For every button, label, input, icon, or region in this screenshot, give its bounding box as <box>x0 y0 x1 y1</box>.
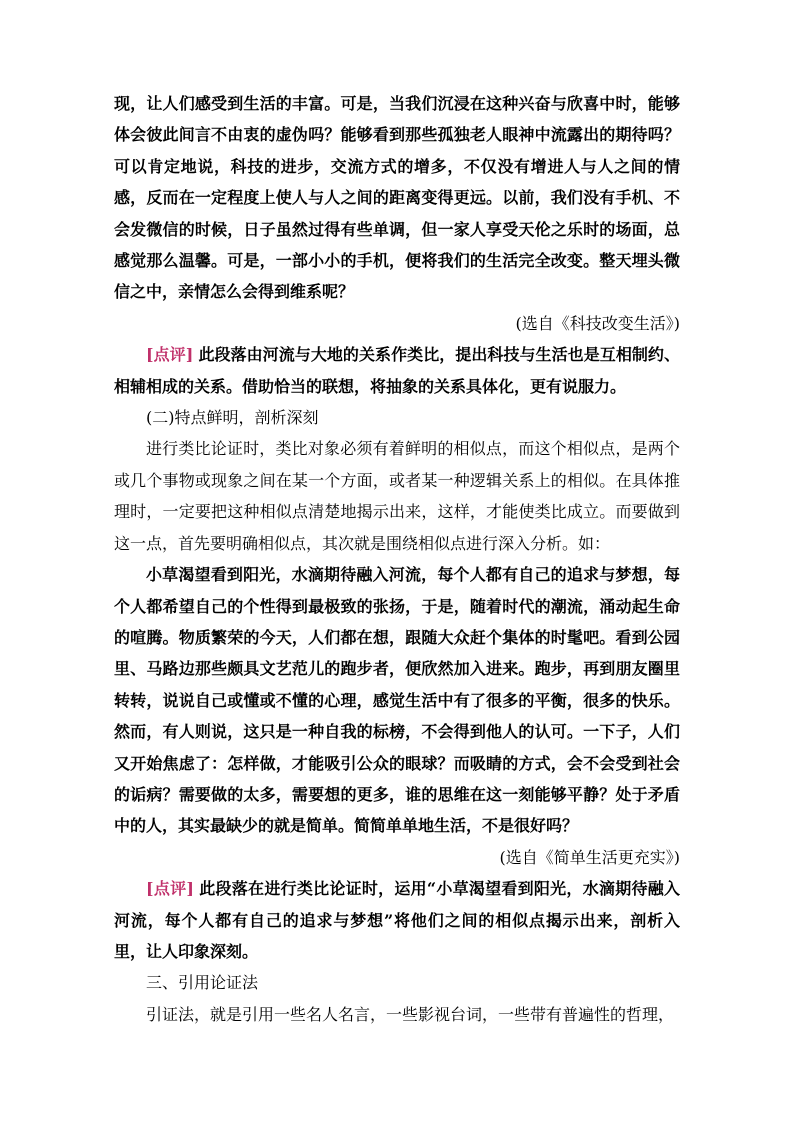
source-simple-life: (选自《简单生活更充实》) <box>499 847 680 867</box>
comment-1-text: 此段落由河流与大地的关系作类比，提出科技与生活也是互相制约、相辅相成的关系。借助恰当的联想，将抽象的关系具体化，更有说服力。 <box>114 345 680 396</box>
source-tech-life: (选自《科技改变生活》) <box>515 313 680 333</box>
paragraph-quotation-method: 引证法，就是引用一些名人名言，一些影视台词，一些带有普遍性的哲理， <box>146 1004 675 1024</box>
comment-2-text: 此段落在进行类比论证时，运用“小草渴望看到阳光，水滴期待融入河流，每个人都有自己的追求与梦想”将他们之间的相似点揭示出来，剖析入里，让人印象深刻。 <box>114 879 680 961</box>
comment-1 <box>114 339 680 402</box>
paragraph-simple-life: 小草渴望看到阳光，水滴期待融入河流，每个人都有自己的追求与梦想，每个人都希望自己的个性得到最极致的张扬，于是，随着时代的潮流，涌动起生命的喧腾。物质繁荣的今天，人们都在想，跟随大众赶个集体的时髦吧。看到公园里、马路边那些颇具文艺范儿的跑步者，便欣然加入进来。跑步，再到朋友圈里转转，说说自己或懂或不懂的心理，感觉生活中有了很多的平衡，很多的快乐。然而，有人则说，这只是一种自我的标榜，不会得到他人的认可。一下子，人们又开始焦虑了：怎样做，才能吸引公众的眼球？而吸睛的方式，会不会受到社会的诟病？需要做的太多，需要想的更多，谁的思维在这一刻能够平静？处于矛盾中的人，其实最缺少的就是简单。简简单单地生活，不是很好吗？ <box>114 565 680 836</box>
paragraph-analogy-explain: 进行类比论证时，类比对象必须有着鲜明的相似点，而这个相似点，是两个或几个事物或现象之间在某一个方面，或者某一种逻辑关系上的相似。在具体推理时，一定要把这种相似点清楚地揭示出来，这样，才能使类比成立。而要做到这一点，首先要明确相似点，其次就是围绕相似点进行深入分析。如： <box>114 439 680 553</box>
comment-2 <box>114 873 680 967</box>
comment-1-label: [点评] <box>146 345 194 365</box>
comment-2-label: [点评] <box>146 879 194 899</box>
paragraph-tech-life: 现，让人们感受到生活的丰富。可是，当我们沉浸在这种兴奋与欣喜中时，能够体会彼此间言不由衷的虚伪吗？能够看到那些孤独老人眼神中流露出的期待吗？可以肯定地说，科技的进步，交流方式的增多，不仅没有增进人与人之间的情感，反而在一定程度上使人与人之间的距离变得更远。以前，我们没有手机、不会发微信的时候，日子虽然过得有些单调，但一家人享受天伦之乐时的场面，总感觉那么温馨。可是，一部小小的手机，便将我们的生活完全改变。整天埋头微信之中，亲情怎么会得到维系呢？ <box>114 94 680 302</box>
document-page <box>114 88 680 1030</box>
section-heading-3: 三、引用论证法 <box>146 973 259 993</box>
section-heading-2: (二)特点鲜明，剖析深刻 <box>146 408 319 428</box>
